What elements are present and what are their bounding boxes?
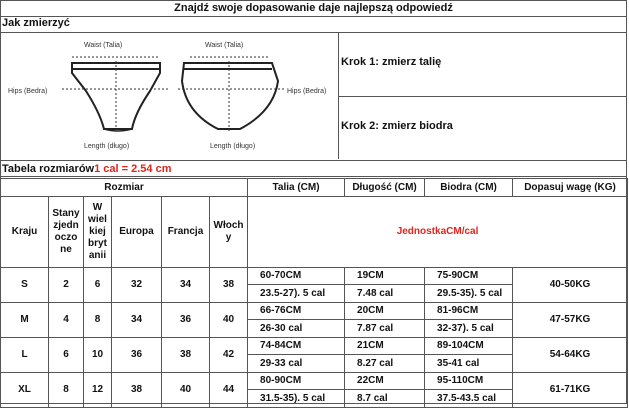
- unit-conversion-note: 1 cal = 2.54 cm: [94, 163, 172, 175]
- divider: [338, 96, 627, 97]
- unit-label: JednostkaCM/cal: [248, 197, 628, 268]
- talia-cm-cell: 66-76CM: [248, 303, 345, 320]
- dlugosc-inch-cell: 8.7 cal: [345, 390, 425, 408]
- it-size-cell: 44: [210, 373, 248, 408]
- talia-inch-cell: 29-33 cal: [248, 355, 345, 373]
- dlugosc-cm-cell: 21CM: [345, 338, 425, 355]
- back-length-label: Length (długo): [210, 143, 256, 150]
- biodra-inch-cell: 37.5-43.5 cal: [425, 390, 513, 408]
- eu-size-cell: 36: [112, 338, 162, 373]
- size-cell: L: [1, 338, 49, 373]
- header-waga: Dopasuj wagę (KG): [513, 179, 628, 197]
- size-table-title: Tabela rozmiarów: [2, 163, 95, 175]
- header-talia: Talia (CM): [248, 179, 345, 197]
- front-length-label: Length (długo): [84, 143, 130, 150]
- header-dlugosc: Długość (CM): [345, 179, 425, 197]
- size-table: [0, 178, 628, 408]
- table-row: [1, 338, 628, 355]
- us-size-cell: 4: [49, 303, 84, 338]
- biodra-cm-cell: 75-90CM: [425, 268, 513, 285]
- talia-inch-cell: 26-30 cal: [248, 320, 345, 338]
- header-usa: Stany zjedn oczo ne: [49, 197, 84, 268]
- header-europa: Europa: [112, 197, 162, 268]
- uk-size-cell: 12: [84, 373, 112, 408]
- it-size-cell: 42: [210, 338, 248, 373]
- waga-cell: 47-57KG: [513, 303, 628, 338]
- biodra-inch-cell: 32-37). 5 cal: [425, 320, 513, 338]
- waga-cell: 54-64KG: [513, 338, 628, 373]
- front-hips-label: Hips (Bedra): [8, 88, 48, 95]
- header-uk: W wiel kiej bryt anii: [84, 197, 112, 268]
- dlugosc-inch-cell: 7.87 cal: [345, 320, 425, 338]
- step-2: Krok 2: zmierz biodra: [341, 120, 453, 132]
- size-cell: S: [1, 268, 49, 303]
- back-waist-label: Waist (Talia): [205, 42, 244, 49]
- us-size-cell: 2: [49, 268, 84, 303]
- waga-cell: 61-71KG: [513, 373, 628, 408]
- talia-cm-cell: 80-90CM: [248, 373, 345, 390]
- fr-size-cell: 38: [162, 338, 210, 373]
- eu-size-cell: 38: [112, 373, 162, 408]
- header-francja: Francja: [162, 197, 210, 268]
- eu-size-cell: 34: [112, 303, 162, 338]
- talia-cm-cell: 74-84CM: [248, 338, 345, 355]
- size-cell: M: [1, 303, 49, 338]
- biodra-inch-cell: 29.5-35). 5 cal: [425, 285, 513, 303]
- fr-size-cell: 34: [162, 268, 210, 303]
- header-rozmiar: Rozmiar: [1, 179, 248, 197]
- briefs-back-icon: [0, 33, 338, 159]
- biodra-cm-cell: 89-104CM: [425, 338, 513, 355]
- us-size-cell: 8: [49, 373, 84, 408]
- header-kraju: Kraju: [1, 197, 49, 268]
- how-to-measure-heading: Jak zmierzyć: [2, 17, 70, 29]
- fr-size-cell: 40: [162, 373, 210, 408]
- talia-inch-cell: 31.5-35). 5 cal: [248, 390, 345, 408]
- table-row: [1, 373, 628, 390]
- size-cell: XL: [1, 373, 49, 408]
- dlugosc-cm-cell: 19CM: [345, 268, 425, 285]
- back-hips-label: Hips (Bedra): [287, 88, 327, 95]
- page-title: Znajdź swoje dopasowanie daje najlepszą odpowiedź: [0, 0, 627, 17]
- uk-size-cell: 8: [84, 303, 112, 338]
- it-size-cell: 38: [210, 268, 248, 303]
- dlugosc-inch-cell: 7.48 cal: [345, 285, 425, 303]
- it-size-cell: 40: [210, 303, 248, 338]
- step-1: Krok 1: zmierz talię: [341, 56, 442, 68]
- biodra-cm-cell: 95-110CM: [425, 373, 513, 390]
- measurement-illustration: [0, 33, 338, 159]
- eu-size-cell: 32: [112, 268, 162, 303]
- table-row: [1, 268, 628, 285]
- size-table-heading: [0, 160, 627, 177]
- table-row: [1, 303, 628, 320]
- talia-cm-cell: 60-70CM: [248, 268, 345, 285]
- front-waist-label: Waist (Talia): [84, 42, 123, 49]
- uk-size-cell: 10: [84, 338, 112, 373]
- uk-size-cell: 6: [84, 268, 112, 303]
- us-size-cell: 6: [49, 338, 84, 373]
- dlugosc-inch-cell: 8.27 cal: [345, 355, 425, 373]
- header-biodra: Biodra (CM): [425, 179, 513, 197]
- biodra-cm-cell: 81-96CM: [425, 303, 513, 320]
- fr-size-cell: 36: [162, 303, 210, 338]
- header-wlochy: Włoch y: [210, 197, 248, 268]
- waga-cell: 40-50KG: [513, 268, 628, 303]
- biodra-inch-cell: 35-41 cal: [425, 355, 513, 373]
- dlugosc-cm-cell: 20CM: [345, 303, 425, 320]
- dlugosc-cm-cell: 22CM: [345, 373, 425, 390]
- talia-inch-cell: 23.5-27). 5 cal: [248, 285, 345, 303]
